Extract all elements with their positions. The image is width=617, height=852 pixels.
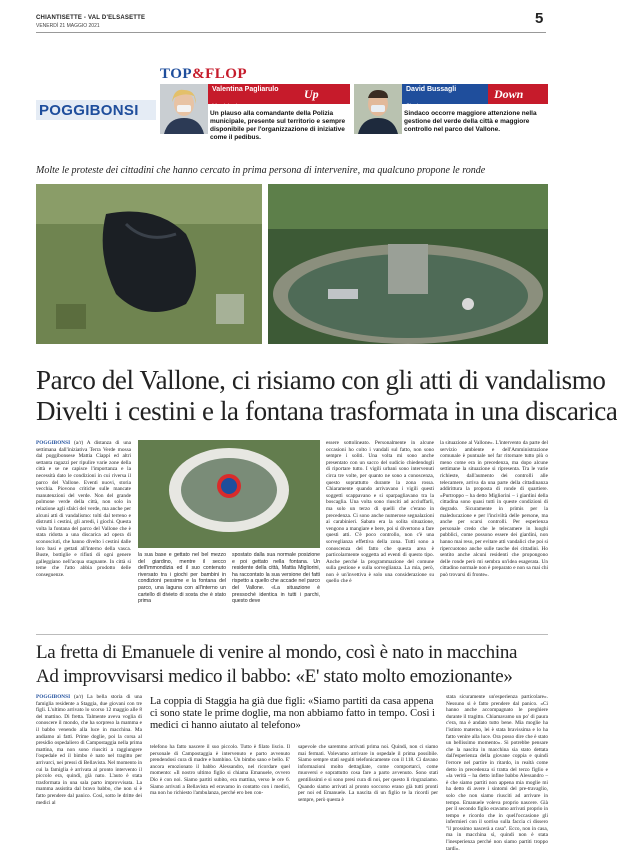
article2-column-4: stata sicuramente un'esperienza particolare». Nessuno si è fatto prendere dal panico. «Ci hanno anche accompagnato le preghiere durante il tragitto. Chiamavamo un po' di paura c'era, ma è andato tutto bene. Mia moglie ha l'istinto materno, lei è stata bravissima e lo ha fatto venire alla luce. Ora posso dire che è stato un bellissimo momento». Si potrebbe pensare che la nascita in macchina sia stato dettata dall'esperienza della giovane coppia e quindi l'errore nel partire in ritardo, in realtà come detto in precedenza si tratta del terzo figlio e «la verità – ha detto infine babbo Alessandro – è che siamo partiti non appena mia moglie mi ha detto di avere i sintomi del pre-travaglio, solo che non siamo riusciti ad arrivare in tempo. Emanuele voleva proprio nascere. Già per il secondo figlio eravamo arrivati proprio in tempo e ricordo che in quell'occasione gli infermieri con il sorriso sulla faccia ci dissero "il prossimo nascerà a casa". Ecco, non in casa, ma in macchina sì, quindi non è stata l'inesperienza perché non siamo partiti troppo tardi». bbox=[446, 694, 548, 852]
section-divider bbox=[36, 634, 548, 635]
up-role-strip bbox=[208, 95, 294, 110]
article2-dateline: POGGIBONSI bbox=[36, 694, 71, 700]
article1-subhead: Molte le proteste dei cittadini che hanno cercato in prima persona di intervenire, ma qualcuno propone le ronde bbox=[36, 165, 486, 176]
article2-column-1 bbox=[36, 694, 142, 842]
trash-bag-photo-illustration bbox=[36, 184, 262, 344]
article1-column-4: essere sottolineato. Personalmente in alcune occasioni ho colto i vandali sul fatto, non sono sempre i soliti. Una volta mi sono anche presentato con un sacco del sudicio chiedendogli di riportare tutto. I vigili urbani sono intervenuti circa tre volte, per quanto ne sono a conoscenza, questo soprattutto durante la zona rossa. Chiaramente quando arrivavano i vigili questi soggetti scappavano e si sparpagliavano tra la boscaglia. Una volta sono riusciti ad acciuffarli, ma solo un terzo di quelli che c'erano in precedenza. Ci sono anche numerose segnalazioni ai carabinieri. Sabato era la solita situazione, vengono a mangiare e bere, poi si divertono a fare questi atti. C'è poco controllo, non c'è una sorveglianza effettiva della zona. Tutti sono a conoscenza del fatto che questa area è particolarmente soggetta ad eventi di questo tipo. Anche perché la programmazione del comune sulla gestione e sulla sorveglianza. La mia, però, non è un'invettiva è solo una considerazione su quello che è bbox=[326, 440, 434, 585]
photo-fountain bbox=[268, 184, 548, 344]
article1-column-2: la sua base e gettato nel bel mezzo del giardino, mentre il secco dell'immondizia ed il suo contenuto riversato tra i giochi per bambini in condizioni pessime e la fontana del parco, una laguna con all'interno un cartello di divieto di sosta che è stato prima bbox=[138, 552, 226, 605]
up-badge-text: Up bbox=[304, 87, 319, 101]
up-person-photo bbox=[160, 84, 208, 134]
article2-column-3: sapevole che saremmo arrivati prima noi. Quindi, non ci siamo mai fermati. Volevamo arrivare in ospedale il prima possibile. Siamo sempre stati seguiti telefonicamente con il 118. Ci davano informazioni molto dettagliate, come comportarci, come muoversi e soprattutto cosa fare a parto avvenuto. Sono stati gentilissimi e si sono presi cura di noi, per questo li ringraziamo. Quando siamo arrivati al pronto soccorso erano già tutti pronti per noi ed Emanuele. La nascita di un figlio te la ricordi per sempre, però questa è bbox=[298, 744, 438, 803]
up-badge bbox=[294, 84, 350, 104]
article2-title-line1: La fretta di Emanuele di venire al mondo, così è nato in macchina bbox=[36, 642, 518, 663]
person-photo-illustration bbox=[160, 84, 208, 134]
article1-col1-text: (a/r) A distanza di una settimana dall'iniziativa Terra Verde mossa dal poggibonsese Mattia Ciappi ed altri settanta ragazzi per ripulire varie zone della città e se ne capisce l'importanza e la necessità dato le condizioni in cui riversa il parco del Vallone. Eventi nuovi, storia vecchia. Piovono critiche sulle mancate manutenzioni del verde. Non del grande polmone verde della città, non solo in relazione agli sfalci del verde, ma anche per alcuni atti di vandalismo: tolti dal terreno e distrutti i cestini, gli arredi, i giochi. Questa volta la fontana del parco del Vallone che è stata ridotta a una discarica ad opera di sconosciuti, che hanno divelto i cestini dalle loro basi e gettati all'interno della vasca. Buste, bottiglie e rifiuti di ogni genere galleggiano nell'acqua stagnante. In città si teme che l'atto abbia prodotto delle conseguenze. bbox=[36, 440, 131, 578]
up-role: Municipale bbox=[212, 104, 241, 110]
article1-column-5: la situazione al Vallone». L'intervento da parte del servizio ambiente e dell'Amministrazione comunale è puntuale nel far ritornare tutto più o meno come era in precedenza, ma dopo alcune settimane la situazione si ripresenta. Tra le varie richieste, dall'aumento dei controlli alle telecamere, arriva da una parte della cittadinanza addirittura la proposta di ronde di quartiere. «Purtroppo – ha detto Migliorini – i giardini della cittadina sono quasi tutti in queste condizioni di degrado. Sicuramente in primis per la maleducazione e per l'inciviltà delle persone, ma anche per scarsi controlli. Per esperienza personale credo che le telecamere in luoghi pubblici, come possono essere dei giardini, non hanno mai reso, per evitare atti vandalici che poi si ripercuotono anche sulle tasche dei cittadini. Ho sentito anche alcuni residenti che propongono delle ronde però mi sembra un'idea esagerata. Un cittadino normale non è preparato e non sa mai chi può trovarsi di fronte». bbox=[440, 440, 548, 578]
down-role-strip bbox=[402, 95, 488, 110]
article1-column-1 bbox=[36, 440, 131, 578]
photo-sign-in-fountain bbox=[138, 440, 320, 548]
article1-dateline: POGGIBONSI bbox=[36, 440, 71, 446]
page-number: 5 bbox=[535, 10, 544, 27]
section-label-text: POGGIBONSI bbox=[39, 102, 139, 119]
down-badge bbox=[488, 84, 548, 104]
down-name: David Bussagli bbox=[406, 86, 457, 93]
section-label bbox=[36, 100, 156, 120]
article2-column-2: telefono ha fatto nascere il suo piccolo. Tutto è filato liscio. Il personale di Campostaggia è intervenuto e parto avvenuto prendendosi cura di madre e bambino. Un bimbo sano e bello. E' ancora emozionato il babbo Alessandro, nel ricordare quel momento: «Il nostro ultimo figlio si chiama Emanuele, ovvero Dio è con noi. Siamo partiti subito, era mattina, verso le ore 6. Siamo arrivati a Bellavista ed eravamo in contatto con i medici, ma non ho richiesto l'ambulanza, perché ero ben con- bbox=[150, 744, 290, 797]
article1-column-3: spostato dalla sua normale posizione e poi gettato nella fontana. Un residente della città, Mattia Migliorini, ha raccontato la sua versione dei fatti rispetto a quello che accade nel parco del Vallone. «La situazione è pressoché identica in tutti i parchi, questo deve bbox=[232, 552, 320, 605]
header-divider bbox=[36, 32, 546, 33]
person-photo-illustration bbox=[354, 84, 402, 134]
up-description: Un plauso alla comandante della Polizia municipale, presente sul territorio e sempre disponibile per l'organizzazione di iniziative come il pedibus. bbox=[210, 110, 346, 141]
up-name: Valentina Pagliarulo bbox=[212, 86, 279, 93]
article1-title-line2: Divelti i cestini e la fontana trasformata in una discarica bbox=[36, 396, 617, 426]
down-name-tag bbox=[402, 84, 488, 95]
article1-title-line1: Parco del Vallone, ci risiamo con gli atti di vandalismo bbox=[36, 365, 606, 395]
article2-title-line2: Ad improvvisarsi medico il babbo: «E' stato molto emozionante» bbox=[36, 666, 513, 687]
topflop-top-word: TOP bbox=[160, 66, 193, 82]
issue-date: VENERDÌ 21 MAGGIO 2021 bbox=[36, 23, 100, 29]
up-name-tag bbox=[208, 84, 294, 95]
topflop-amp: & bbox=[192, 66, 206, 82]
down-description: Sindaco occorre maggiore attenzione nella gestione del verde della città e maggiore controllo nel parco del Vallone. bbox=[404, 110, 537, 133]
newspaper-name: CHIANTISETTE - VAL D'ELSASETTE bbox=[36, 15, 146, 21]
down-role: Sindaco bbox=[406, 104, 428, 110]
topflop-flop-word: FLOP bbox=[205, 66, 248, 82]
article2-col1-text: (a/r) La bella storia di una famiglia residente a Staggia, due giovani con tre figli. L'ultimo arrivato lo scorso 12 maggio alle 8 del mattino. Di fretta. Talmente aveva voglia di conoscere il mondo, che ha sorpreso la mamma e il babbo venendo alla luce in macchina. Ma andiamo ai fatti. Prime doglie, poi la corsa al presidio ospedaliero di Campostaggia nella prima mattina, ma non sono riusciti a raggiungere l'ospedale ed il bimbo è nato nel tragitto per arrivarci, nei pressi di Bellavista. Nel momento in cui la famiglia è arrivata al pronto intervento il piccolo era, quindi, già nato. L'auto è stata trasformata in una sala parto improvvisata. La mamma assistita dal bravo babbo, che non si è fatto prendere dal panico. Così, sotto le dritte dei medici al bbox=[36, 694, 142, 806]
fountain-photo-illustration bbox=[268, 184, 548, 344]
sign-photo-illustration bbox=[138, 440, 320, 548]
article2-kicker: La coppia di Staggia ha già due figli: «Siamo partiti da casa appena ci sono state le prime doglie, ma non abbiamo fatto in tempo. Così i medici ci hanno aiutato al telefono» bbox=[150, 696, 435, 731]
down-person-photo bbox=[354, 84, 402, 134]
photo-trash-bag bbox=[36, 184, 262, 344]
down-badge-text: Down bbox=[494, 87, 524, 101]
topflop-title bbox=[160, 66, 247, 83]
